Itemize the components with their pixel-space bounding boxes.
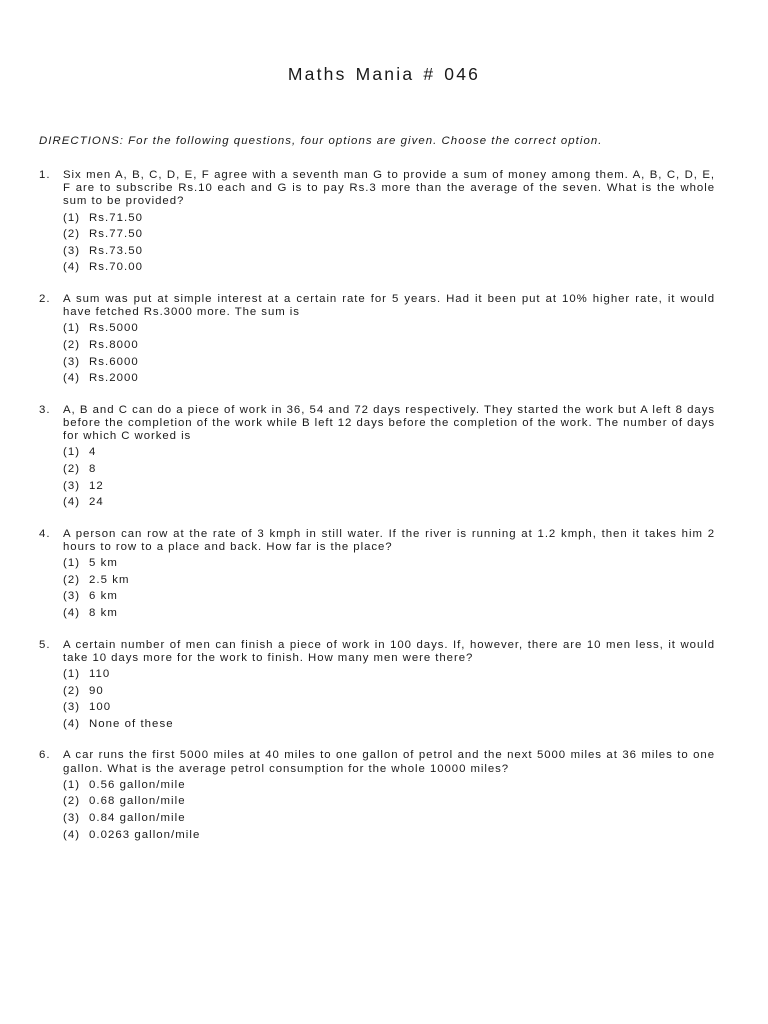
option-text: Rs.77.50 (89, 228, 143, 241)
option-key: (4) (63, 828, 81, 841)
option-key: (3) (63, 811, 81, 824)
answer-option (63, 337, 715, 354)
option-text: Rs.5000 (89, 322, 139, 335)
answer-option (63, 827, 715, 844)
option-key: (3) (63, 244, 81, 257)
answer-option (63, 555, 715, 572)
question-number: 5. (39, 638, 51, 651)
option-list (63, 777, 715, 843)
option-text: 2.5 km (89, 573, 130, 586)
option-text: Rs.2000 (89, 372, 139, 385)
option-key: (4) (63, 496, 81, 509)
answer-option (63, 666, 715, 683)
answer-option (63, 716, 715, 733)
answer-option (63, 699, 715, 716)
option-key: (1) (63, 446, 81, 459)
answer-option (63, 793, 715, 810)
question-number: 3. (39, 403, 51, 416)
question-text: A person can row at the rate of 3 kmph in still water. If the river is running at 1.2 kmph, then it takes him 2 hours to row to a place and back. How far is the place? (63, 527, 715, 553)
option-text: 0.68 gallon/mile (89, 795, 186, 808)
question-text: A sum was put at simple interest at a certain rate for 5 years. Had it been put at 10% higher rate, it would have fetched Rs.3000 more. The sum is (63, 292, 715, 319)
option-text: Rs.71.50 (89, 211, 143, 224)
answer-option (63, 777, 715, 794)
option-key: (1) (63, 322, 81, 335)
question-item (39, 749, 715, 843)
option-text: Rs.73.50 (89, 244, 143, 257)
answer-option (63, 810, 715, 827)
answer-option (63, 444, 715, 461)
directions-text: DIRECTIONS: For the following questions, four options are given. Choose the correct option. (39, 135, 603, 147)
option-text: Rs.6000 (89, 355, 139, 368)
option-text: None of these (89, 717, 174, 730)
question-text: Six men A, B, C, D, E, F agree with a seventh man G to provide a sum of money among them. A, B, C, D, E, F are to subscribe Rs.10 each and G is to pay Rs.3 more than the average of the seven. What is the whole sum to be provided? (63, 169, 715, 208)
answer-option (63, 572, 715, 589)
option-list (63, 666, 715, 732)
option-key: (1) (63, 557, 81, 570)
option-key: (1) (63, 211, 81, 224)
question-body (63, 528, 715, 622)
option-key: (2) (63, 573, 81, 586)
page-title: Maths Mania # 046 (287, 64, 481, 84)
question-body (63, 293, 715, 387)
answer-option (63, 588, 715, 605)
option-key: (2) (63, 228, 81, 241)
option-text: 8 (89, 462, 97, 475)
question-body (63, 169, 715, 276)
option-key: (2) (63, 795, 81, 808)
answer-option (63, 210, 715, 227)
question-number: 6. (39, 749, 51, 762)
option-key: (3) (63, 479, 81, 492)
option-text: 24 (89, 496, 104, 509)
option-text: 8 km (89, 606, 118, 619)
question-item (39, 639, 715, 733)
answer-option (63, 370, 715, 387)
option-text: 110 (89, 667, 111, 680)
option-text: 0.56 gallon/mile (89, 778, 186, 791)
question-item (39, 169, 715, 276)
option-key: (4) (63, 717, 81, 730)
answer-option (63, 478, 715, 495)
answer-option (63, 354, 715, 371)
option-text: 6 km (89, 590, 118, 603)
question-body (63, 404, 715, 511)
answer-option (63, 461, 715, 478)
question-number: 4. (39, 527, 51, 540)
question-text: A, B and C can do a piece of work in 36, 54 and 72 days respectively. They started the work but A left 8 days before the completion of the work while B left 12 days before the completion of the work. The number of days for which C worked is (63, 403, 715, 443)
option-key: (2) (63, 684, 81, 697)
option-text: 90 (89, 684, 104, 697)
option-text: 4 (89, 446, 97, 459)
option-text: 100 (89, 701, 112, 714)
answer-option (63, 320, 715, 337)
option-list (63, 444, 715, 510)
option-key: (3) (63, 355, 81, 368)
option-key: (4) (63, 372, 81, 385)
option-key: (1) (63, 778, 81, 791)
question-number: 1. (39, 169, 51, 181)
option-text: 0.0263 gallon/mile (89, 828, 201, 841)
option-text: 12 (89, 479, 104, 492)
option-key: (4) (63, 606, 81, 619)
answer-option (63, 243, 715, 260)
option-key: (1) (63, 667, 81, 680)
question-item (39, 528, 715, 622)
question-number: 2. (39, 292, 51, 305)
option-key: (4) (63, 261, 81, 274)
option-key: (3) (63, 701, 81, 714)
question-item (39, 404, 715, 511)
option-text: 0.84 gallon/mile (89, 811, 186, 824)
option-list (63, 555, 715, 621)
answer-option (63, 259, 715, 276)
answer-option (63, 226, 715, 243)
question-body (63, 749, 715, 843)
option-list (63, 320, 715, 386)
option-list (63, 210, 715, 276)
option-key: (3) (63, 590, 81, 603)
option-key: (2) (63, 338, 81, 351)
question-body (63, 639, 715, 733)
answer-option (63, 683, 715, 700)
question-item (39, 293, 715, 387)
option-key: (2) (63, 462, 81, 475)
question-list (39, 169, 715, 860)
question-text: A car runs the first 5000 miles at 40 miles to one gallon of petrol and the next 5000 miles at 36 miles to one gallon. What is the average petrol consumption for the whole 10000 miles? (63, 749, 715, 775)
question-text: A certain number of men can finish a piece of work in 100 days. If, however, there are 10 men less, it would take 10 days more for the work to finish. How many men were there? (63, 638, 715, 664)
answer-option (63, 494, 715, 511)
option-text: Rs.8000 (89, 338, 139, 351)
option-text: 5 km (89, 557, 118, 570)
option-text: Rs.70.00 (89, 261, 143, 274)
answer-option (63, 605, 715, 622)
